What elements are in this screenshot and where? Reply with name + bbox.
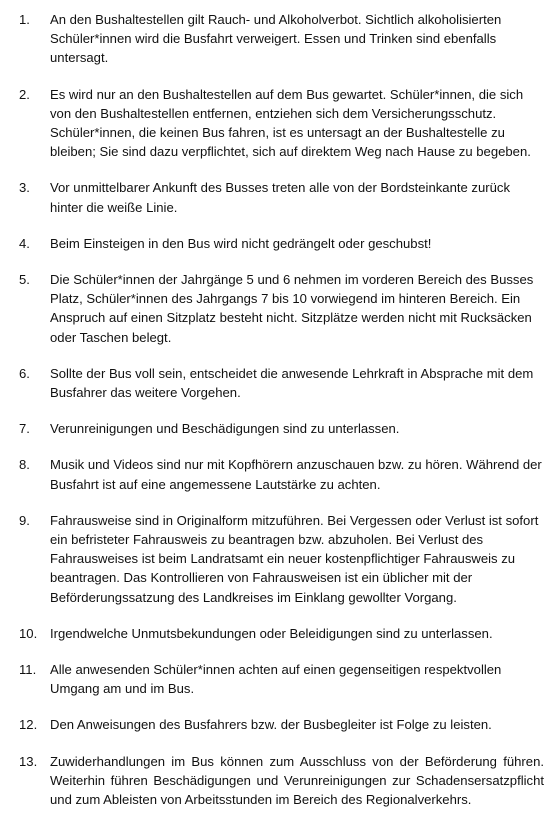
rule-number: 4. xyxy=(19,235,30,251)
rule-text: Den Anweisungen des Busfahrers bzw. der Busbegleiter ist Folge zu leisten. xyxy=(50,717,492,733)
rule-text: Die Schüler*innen der Jahrgänge 5 und 6 nehmen im vorderen Bereich des Busses Platz, Schüler*innen des Jahrgangs 7 bis 10 vorwiegend im hinteren Bereich. Ein Anspruch auf einen Sitzplatz besteht nicht. Sitzplätze werden nicht mit Rucksäcken oder Taschen belegt. xyxy=(50,272,534,345)
rule-number: 1. xyxy=(19,12,30,27)
rule-text: An den Bushaltestellen gilt Rauch- und Alkoholverbot. Sichtlich alkoholisierten Schüler*innen wird die Busfahrt verweigert. Essen und Trinken sind ebenfalls untersagt. xyxy=(50,12,502,66)
rule-text: Alle anwesenden Schüler*innen achten auf einen gegenseitigen respektvollen Umgang am und im Bus. xyxy=(50,662,502,697)
rule-number: 7. xyxy=(19,421,30,437)
rule-number: 12. xyxy=(19,717,38,733)
bus-rules-list xyxy=(0,10,558,826)
rule-text: Sollte der Bus voll sein, entscheidet die anwesende Lehrkraft in Absprache mit dem Busfahrer das weitere Vorgehen. xyxy=(50,365,534,401)
rule-text: Beim Einsteigen in den Bus wird nicht gedrängelt oder geschubst! xyxy=(50,235,432,251)
rule-number: 11. xyxy=(19,662,37,678)
rule-number: 2. xyxy=(19,86,30,102)
rule-item-12 xyxy=(0,715,558,734)
rule-number: 9. xyxy=(19,512,30,528)
rule-number: 13. xyxy=(19,753,38,769)
rule-number: 6. xyxy=(19,365,30,381)
rule-number: 3. xyxy=(19,180,30,196)
rule-item-3 xyxy=(0,178,558,216)
rule-text: Verunreinigungen und Beschädigungen sind zu unterlassen. xyxy=(50,421,400,437)
rule-text: Fahrausweise sind in Originalform mitzuführen. Bei Vergessen oder Verlust ist sofort ein befristeter Fahrausweis zu beantragen bzw. abzuholen. Bei Verlust des Fahrausweises ist beim Landratsamt ein neuer kostenpflichtiger Fahrausweis zu beantragen. Das Kontrollieren von Fahrausweisen ist ein üblicher mit der Beförderungssatzung des Landkreises im Einklang gewollter Vorgang. xyxy=(50,512,539,605)
rule-item-10 xyxy=(0,624,558,643)
rule-item-6 xyxy=(0,364,558,402)
rule-item-5 xyxy=(0,270,558,347)
rule-item-4 xyxy=(0,234,558,253)
rule-text: Irgendwelche Unmutsbekundungen oder Beleidigungen sind zu unterlassen. xyxy=(50,625,493,641)
rule-text: Zuwiderhandlungen im Bus können zum Ausschluss von der Beförderung führen. Weiterhin führen Beschädigungen und Verunreinigungen zur Schadensersatzpflicht und zum Ableisten von Arbeitsstunden im Bereich des Regionalverkehrs. xyxy=(50,753,544,808)
rule-number: 8. xyxy=(19,457,30,473)
rule-text: Vor unmittelbarer Ankunft des Busses treten alle von der Bordsteinkante zurück hinter die weiße Linie. xyxy=(50,180,510,215)
rule-number: 5. xyxy=(19,272,30,288)
rule-text: Es wird nur an den Bushaltestellen auf dem Bus gewartet. Schüler*innen, die sich von den Bushaltestellen entfernen, entziehen sich dem Versicherungsschutz. Schüler*innen, die keinen Bus fahren, ist es untersagt an der Bushaltestelle zu bleiben; Sie sind dazu verpflichtet, sich auf direktem Weg nach Hause zu begeben. xyxy=(50,86,531,160)
rule-text: Musik und Videos sind nur mit Kopfhörern anzuschauen bzw. zu hören. Während der Busfahrt ist auf eine angemessene Lautstärke zu achten. xyxy=(50,457,542,492)
rule-item-11 xyxy=(0,660,558,698)
rule-item-8 xyxy=(0,455,558,493)
rule-item-7 xyxy=(0,419,558,438)
rule-item-9 xyxy=(0,511,558,607)
rule-number: 10. xyxy=(19,625,38,641)
rule-item-2 xyxy=(0,85,558,162)
rule-item-1 xyxy=(0,10,558,68)
rule-item-13 xyxy=(0,752,558,810)
